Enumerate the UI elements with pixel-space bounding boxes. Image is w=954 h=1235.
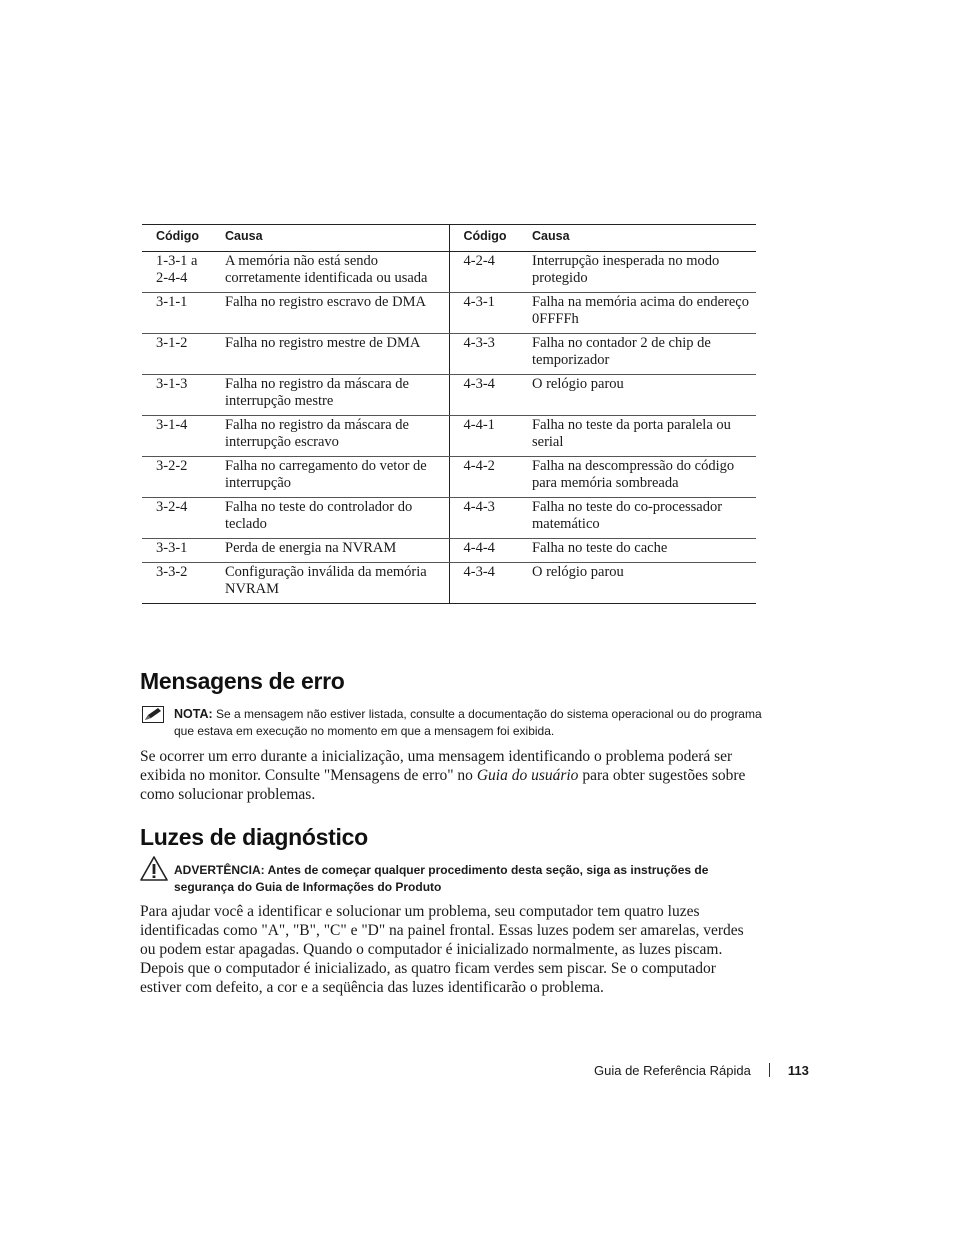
table-row (142, 457, 756, 498)
code-cell: 3-1-3 (142, 375, 211, 416)
cause-cell: Falha no contador 2 de chip de temporizador (518, 334, 756, 375)
code-cell: 3-3-1 (142, 539, 211, 563)
code-cell: 4-3-3 (449, 334, 518, 375)
warning-label: ADVERTÊNCIA: (174, 863, 265, 877)
code-cell: 3-1-4 (142, 416, 211, 457)
section-title-diagnostic-lights: Luzes de diagnóstico (140, 824, 368, 850)
header-code-1: Código (142, 225, 211, 252)
cause-cell: A memória não está sendo corretamente identificada ou usada (211, 252, 449, 293)
warning-text: Antes de começar qualquer procedimento desta seção, siga as instruções de segurança do Guia de Informações do Produto (174, 863, 709, 894)
note-callout (142, 706, 762, 740)
header-cause-2: Causa (518, 225, 756, 252)
code-cell: 4-3-1 (449, 293, 518, 334)
table-row (142, 293, 756, 334)
note-text: Se a mensagem não estiver listada, consulte a documentação do sistema operacional ou do programa que estava em execução no momento em que a mensagem foi exibida. (174, 707, 762, 738)
table-body (142, 252, 756, 604)
paragraph-text-after: para obter sugestões sobre como solucionar problemas. (140, 767, 746, 803)
code-cell: 4-4-1 (449, 416, 518, 457)
page-footer (594, 1062, 809, 1080)
code-cell: 1-3-1 a 2-4-4 (142, 252, 211, 293)
table-row (142, 252, 756, 293)
cause-cell: Falha no registro mestre de DMA (211, 334, 449, 375)
cause-cell: O relógio parou (518, 563, 756, 604)
beep-code-table (142, 224, 756, 604)
header-code-2: Código (449, 225, 518, 252)
table-row (142, 375, 756, 416)
header-cause-1: Causa (211, 225, 449, 252)
cause-cell: Configuração inválida da memória NVRAM (211, 563, 449, 604)
cause-cell: Falha no teste do controlador do teclado (211, 498, 449, 539)
cause-cell: Interrupção inesperada no modo protegido (518, 252, 756, 293)
cause-cell: Perda de energia na NVRAM (211, 539, 449, 563)
cause-cell: Falha no teste do cache (518, 539, 756, 563)
note-label: NOTA: (174, 707, 213, 721)
code-cell: 4-4-2 (449, 457, 518, 498)
code-cell: 3-1-2 (142, 334, 211, 375)
section-title-error-messages: Mensagens de erro (140, 668, 345, 694)
code-cell: 3-2-2 (142, 457, 211, 498)
paragraph-text-before: Se ocorrer um erro durante a inicialização, uma mensagem identificando o problema poderá ser exibida no monitor. Consulte "Mensagens de erro" no (140, 748, 733, 784)
cause-cell: O relógio parou (518, 375, 756, 416)
cause-cell: Falha no teste da porta paralela ou serial (518, 416, 756, 457)
code-cell: 4-4-3 (449, 498, 518, 539)
code-cell: 4-3-4 (449, 563, 518, 604)
cause-cell: Falha no teste do co-processador matemático (518, 498, 756, 539)
user-guide-title: Guia do usuário (476, 767, 579, 784)
error-messages-paragraph (140, 747, 760, 804)
code-cell: 4-3-4 (449, 375, 518, 416)
footer-separator (769, 1063, 770, 1077)
cause-cell: Falha no registro escravo de DMA (211, 293, 449, 334)
cause-cell: Falha na memória acima do endereço 0FFFFh (518, 293, 756, 334)
note-pencil-icon (142, 706, 164, 723)
code-cell: 3-3-2 (142, 563, 211, 604)
table-row (142, 539, 756, 563)
code-cell: 3-1-1 (142, 293, 211, 334)
footer-guide-title: Guia de Referência Rápida (594, 1063, 751, 1078)
cause-cell: Falha no carregamento do vetor de interrupção (211, 457, 449, 498)
warning-callout (140, 856, 760, 896)
code-cell: 3-2-4 (142, 498, 211, 539)
table-row (142, 416, 756, 457)
warning-triangle-icon (140, 856, 168, 881)
cause-cell: Falha no registro da máscara de interrupção escravo (211, 416, 449, 457)
cause-cell: Falha na descompressão do código para memória sombreada (518, 457, 756, 498)
cause-cell: Falha no registro da máscara de interrupção mestre (211, 375, 449, 416)
table-row (142, 498, 756, 539)
code-cell: 4-4-4 (449, 539, 518, 563)
table-header-row (142, 225, 756, 252)
table-row (142, 334, 756, 375)
page-number: 113 (787, 1063, 809, 1078)
table-row (142, 563, 756, 604)
diagnostic-lights-paragraph: Para ajudar você a identificar e solucionar um problema, seu computador tem quatro luzes identificadas como "A", "B", "C" e "D" na painel frontal. Essas luzes podem ser amarelas, verdes ou podem estar apagadas. Quando o computador é inicializado normalmente, as luzes piscam. Depois que o computador é inicializado, as quatro ficam verdes sem piscar. Se o computador estiver com defeito, a cor e a seqüência das luzes identificarão o problema. (140, 903, 744, 996)
code-cell: 4-2-4 (449, 252, 518, 293)
